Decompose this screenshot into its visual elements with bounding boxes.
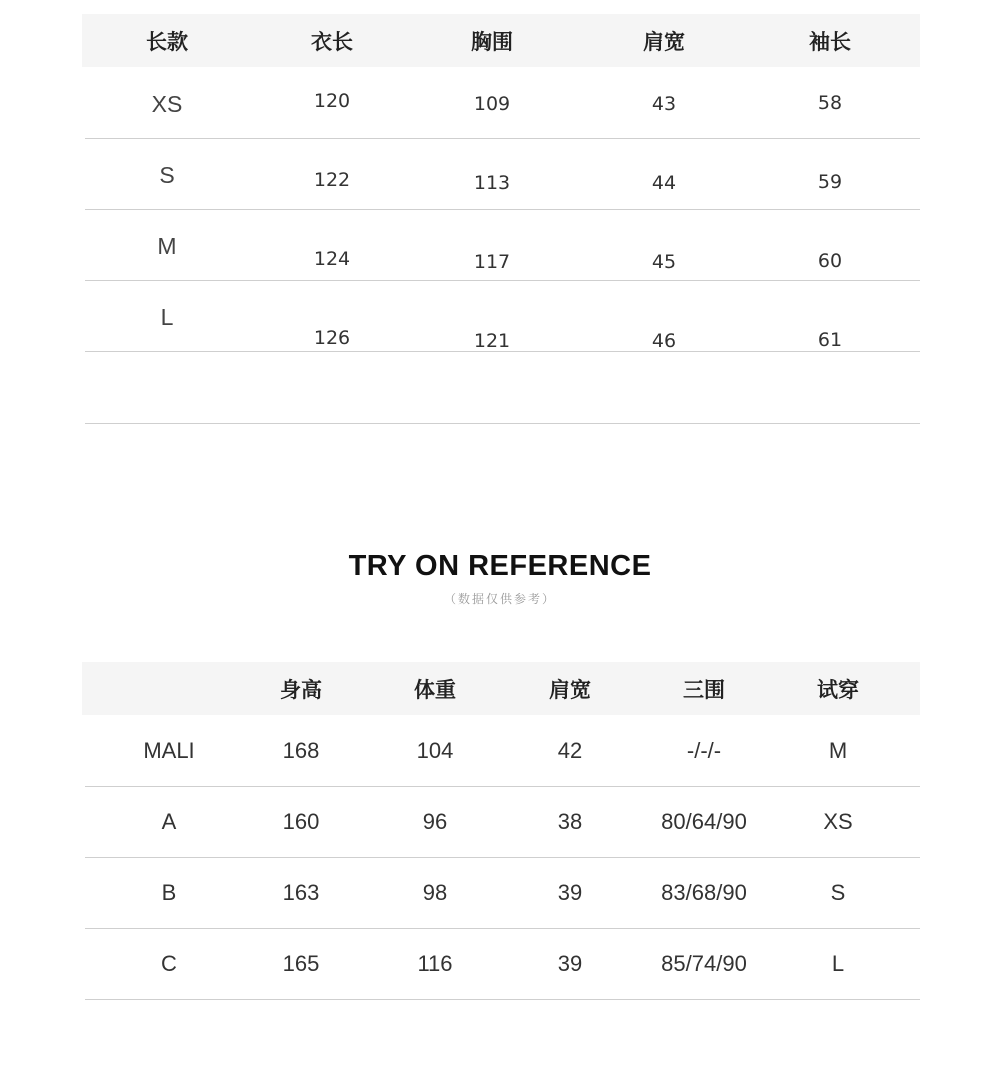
- shoulder-value: 39: [557, 951, 583, 976]
- shoulder-value: 39: [557, 880, 583, 905]
- tried-size-value: L: [831, 951, 845, 976]
- tried-size-value: M: [828, 738, 848, 763]
- size-label: S: [159, 161, 175, 188]
- header-style: 长款: [146, 29, 188, 54]
- shoulder-value: 45: [651, 251, 677, 273]
- header-chest: 胸围: [471, 29, 513, 54]
- measurements-value: 80/64/90: [661, 809, 747, 834]
- length-value: 120: [313, 90, 351, 112]
- header-weight: 体重: [414, 677, 456, 702]
- length-value: 126: [313, 327, 351, 349]
- size-chart-header: [82, 14, 920, 67]
- try-on-reference-subtitle: （数据仅供参考）: [443, 592, 556, 606]
- measurements-value: 85/74/90: [661, 951, 747, 976]
- model-name: B: [161, 880, 177, 905]
- length-value: 124: [313, 248, 351, 270]
- shoulder-value: 38: [557, 809, 583, 834]
- header-shoulder: 肩宽: [643, 29, 685, 54]
- length-value: 122: [313, 169, 351, 191]
- table-row: [85, 716, 920, 787]
- weight-value: 104: [416, 738, 454, 763]
- sleeve-value: 58: [817, 92, 843, 114]
- try-on-header: [82, 662, 920, 715]
- size-label: XS: [151, 90, 183, 117]
- size-chart-table: [82, 14, 920, 424]
- chest-value: 117: [473, 251, 511, 273]
- height-value: 165: [282, 951, 320, 976]
- chest-value: 113: [473, 172, 511, 194]
- table-row: [85, 858, 920, 929]
- table-row: [85, 138, 920, 210]
- measurements-value: 83/68/90: [661, 880, 747, 905]
- header-height: 身高: [280, 677, 322, 702]
- shoulder-value: 46: [651, 330, 677, 352]
- shoulder-value: 42: [557, 738, 583, 763]
- weight-value: 98: [422, 880, 448, 905]
- chest-value: 109: [473, 93, 511, 115]
- chest-value: 121: [473, 330, 511, 352]
- height-value: 163: [282, 880, 320, 905]
- header-shoulder: 肩宽: [549, 677, 591, 702]
- sleeve-value: 61: [817, 329, 843, 351]
- model-name: A: [161, 809, 177, 834]
- table-row: [85, 787, 920, 858]
- tried-size-value: S: [830, 880, 846, 905]
- height-value: 160: [282, 809, 320, 834]
- header-measurements: 三围: [683, 677, 725, 702]
- model-name: MALI: [143, 738, 195, 763]
- sleeve-value: 59: [817, 171, 843, 193]
- header-sleeve: 袖长: [809, 29, 851, 54]
- tried-size-value: XS: [823, 809, 853, 834]
- weight-value: 116: [417, 951, 453, 976]
- try-on-reference-title: TRY ON REFERENCE: [348, 550, 652, 582]
- size-label: M: [157, 232, 177, 259]
- size-label: L: [160, 303, 174, 330]
- table-row: [85, 280, 920, 352]
- shoulder-value: 44: [651, 172, 677, 194]
- table-row: [85, 929, 920, 1000]
- measurements-value: -/-/-: [686, 738, 722, 763]
- weight-value: 96: [422, 809, 448, 834]
- table-row: [85, 67, 920, 139]
- header-tried-size: 试穿: [817, 677, 859, 702]
- height-value: 168: [282, 738, 320, 763]
- shoulder-value: 43: [651, 93, 677, 115]
- sleeve-value: 60: [817, 250, 843, 272]
- try-on-table: [82, 662, 920, 1002]
- model-name: C: [161, 951, 177, 976]
- table-row: [85, 209, 920, 281]
- empty-row: [85, 352, 920, 424]
- header-length: 衣长: [311, 29, 353, 54]
